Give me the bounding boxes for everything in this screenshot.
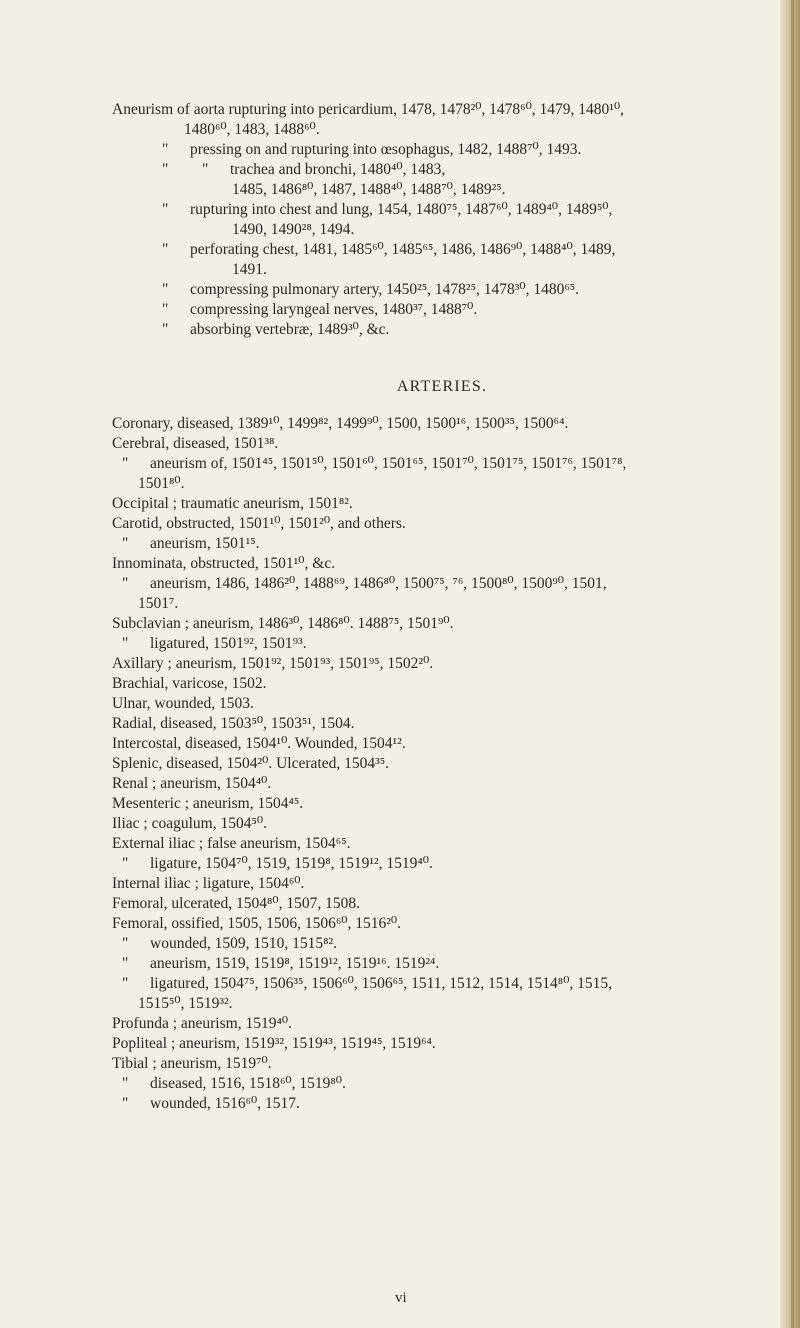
index-subentry (112, 200, 772, 220)
ditto-mark: " (122, 975, 129, 992)
index-subentry (112, 140, 772, 160)
index-entry: Splenic, diseased, 1504²⁰. Ulcerated, 1504³⁵. (112, 755, 390, 772)
index-entry: Carotid, obstructed, 1501¹⁰, 1501²⁰, and others. (112, 515, 406, 532)
index-entry-continuation: 1501⁸⁰. (138, 475, 185, 492)
subentry-text: compressing pulmonary artery, 1450²⁵, 1478²⁵, 1478³⁰, 1480⁶⁵. (190, 281, 580, 298)
subentry-text-inner: trachea and bronchi, 1480⁴⁰, 1483, (230, 161, 446, 178)
ditto-mark: " (122, 935, 129, 952)
index-subentry (112, 1094, 772, 1114)
index-entry: Intercostal, diseased, 1504¹⁰. Wounded, 1504¹². (112, 735, 406, 752)
index-entry: Renal ; aneurism, 1504⁴⁰. (112, 775, 272, 792)
ditto-mark: " (122, 535, 129, 552)
index-subentry (112, 1074, 772, 1094)
ditto-mark: " (162, 301, 169, 318)
ditto-mark: " (162, 321, 169, 338)
ditto-mark: " (122, 1095, 129, 1112)
index-column (112, 100, 772, 1114)
subentry-text: aneurism, 1486, 1486²⁰, 1488⁶⁹, 1486⁸⁰, 1500⁷⁵, ⁷⁶, 1500⁸⁰, 1500⁹⁰, 1501, (150, 575, 607, 592)
subentry-text: compressing laryngeal nerves, 1480³⁷, 1488⁷⁰. (190, 301, 478, 318)
subentry-text: wounded, 1516⁶⁰, 1517. (150, 1095, 300, 1112)
index-entry: Aneurism of aorta rupturing into pericardium, 1478, 1478²⁰, 1478⁶⁰, 1479, 1480¹⁰, (112, 101, 625, 118)
index-subentry (112, 634, 772, 654)
ditto-mark: " (122, 955, 129, 972)
subentry-text: wounded, 1509, 1510, 1515⁸². (150, 935, 337, 952)
ditto-mark: " (162, 281, 169, 298)
subentry-text: ligatured, 1501⁹², 1501⁹³. (150, 635, 307, 652)
subentry-text: aneurism, 1501¹⁵. (150, 535, 260, 552)
index-entry-continuation: 1491. (232, 261, 267, 278)
index-entry-continuation: 1485, 1486⁸⁰, 1487, 1488⁴⁰, 1488⁷⁰, 1489²⁵. (232, 181, 506, 198)
index-entry-continuation: 1501⁷. (138, 595, 179, 612)
ditto-mark: " (122, 855, 129, 872)
ditto-mark: " (122, 1075, 129, 1092)
index-entry: Cerebral, diseased, 1501³⁸. (112, 435, 279, 452)
index-entry: Tibial ; aneurism, 1519⁷⁰. (112, 1055, 272, 1072)
subentry-text: pressing on and rupturing into œsophagus, 1482, 1488⁷⁰, 1493. (190, 141, 582, 158)
index-subentry (112, 320, 772, 340)
page-number: vi (395, 1290, 407, 1306)
ditto-mark: " (122, 635, 129, 652)
index-entry: Coronary, diseased, 1389¹⁰, 1499⁸², 1499⁹⁰, 1500, 1500¹⁶, 1500³⁵, 1500⁶⁴. (112, 415, 569, 432)
section-heading: ARTERIES. (396, 378, 488, 395)
index-entry-continuation: 1515⁵⁰, 1519³². (138, 995, 233, 1012)
ditto-mark: " (162, 141, 169, 158)
index-subentry (112, 454, 772, 474)
index-entry: Femoral, ulcerated, 1504⁸⁰, 1507, 1508. (112, 895, 360, 912)
index-entry: Occipital ; traumatic aneurism, 1501⁸². (112, 495, 353, 512)
index-entry: Popliteal ; aneurism, 1519³², 1519⁴³, 1519⁴⁵, 1519⁶⁴. (112, 1035, 436, 1052)
index-entry: Axillary ; aneurism, 1501⁹², 1501⁹³, 1501⁹⁵, 1502²⁰. (112, 655, 434, 672)
index-entry-continuation: 1480⁶⁰, 1483, 1488⁶⁰. (184, 121, 320, 138)
subentry-text: ligatured, 1504⁷⁵, 1506³⁵, 1506⁶⁰, 1506⁶⁵, 1511, 1512, 1514, 1514⁸⁰, 1515, (150, 975, 613, 992)
index-subentry (112, 934, 772, 954)
index-entry: Radial, diseased, 1503⁵⁰, 1503⁵¹, 1504. (112, 715, 355, 732)
subentry-text: aneurism of, 1501⁴⁵, 1501⁵⁰, 1501⁶⁰, 1501⁶⁵, 1501⁷⁰, 1501⁷⁵, 1501⁷⁶, 1501⁷⁸, (150, 455, 627, 472)
index-subentry (112, 300, 772, 320)
ditto-mark: " (162, 241, 169, 258)
ditto-mark: " (122, 455, 129, 472)
ditto-mark: " (162, 201, 169, 218)
index-entry: Brachial, varicose, 1502. (112, 675, 267, 692)
index-subentry (112, 240, 772, 260)
ditto-mark: " (162, 161, 169, 178)
ditto-mark: " (122, 575, 129, 592)
index-subentry (112, 574, 772, 594)
page-edge (780, 0, 800, 1328)
subentry-text: ligature, 1504⁷⁰, 1519, 1519⁸, 1519¹², 1519⁴⁰. (150, 855, 433, 872)
index-entry: Mesenteric ; aneurism, 1504⁴⁵. (112, 795, 304, 812)
index-entry: Profunda ; aneurism, 1519⁴⁰. (112, 1015, 292, 1032)
index-entry: Femoral, ossified, 1505, 1506, 1506⁶⁰, 1516²⁰. (112, 915, 401, 932)
subentry-text (190, 161, 445, 178)
index-entry: External iliac ; false aneurism, 1504⁶⁵. (112, 835, 351, 852)
index-subentry (112, 974, 772, 994)
index-subentry (112, 854, 772, 874)
index-subentry (112, 160, 772, 180)
subentry-text: rupturing into chest and lung, 1454, 1480⁷⁵, 1487⁶⁰, 1489⁴⁰, 1489⁵⁰, (190, 201, 613, 218)
index-entry: Ulnar, wounded, 1503. (112, 695, 254, 712)
index-entry: Iliac ; coagulum, 1504⁵⁰. (112, 815, 267, 832)
index-entry: Internal iliac ; ligature, 1504⁶⁰. (112, 875, 305, 892)
subentry-text: aneurism, 1519, 1519⁸, 1519¹², 1519¹⁶. 1519²⁴. (150, 955, 440, 972)
index-subentry (112, 280, 772, 300)
index-subentry (112, 534, 772, 554)
page-edge-shadow (791, 0, 794, 1328)
index-entry: Subclavian ; aneurism, 1486³⁰, 1486⁸⁰. 1488⁷⁵, 1501⁹⁰. (112, 615, 454, 632)
ditto-mark: " (202, 161, 209, 178)
subentry-text: perforating chest, 1481, 1485⁶⁰, 1485⁶⁵, 1486, 1486⁹⁰, 1488⁴⁰, 1489, (190, 241, 616, 258)
subentry-text: diseased, 1516, 1518⁶⁰, 1519⁸⁰. (150, 1075, 346, 1092)
subentry-text: absorbing vertebræ, 1489³⁰, &c. (190, 321, 390, 338)
index-entry: Innominata, obstructed, 1501¹⁰, &c. (112, 555, 336, 572)
index-entry-continuation: 1490, 1490²⁸, 1494. (232, 221, 355, 238)
index-subentry (112, 954, 772, 974)
